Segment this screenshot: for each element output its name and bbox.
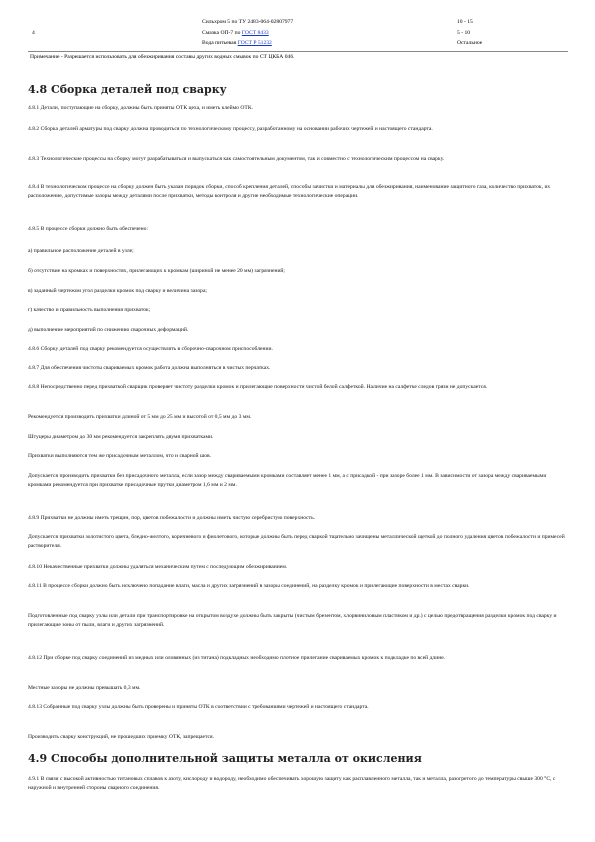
table-cell: Остальное [457, 40, 483, 46]
table-row [28, 20, 588, 31]
paragraph: Штуцеры диаметром до 30 мм рекомендуется закреплять двумя прихватками. [28, 434, 214, 440]
standard-link[interactable]: ГОСТ Р 51232 [237, 40, 272, 46]
paragraph: 4.8.6 Сборку деталей под сварку рекомендуется осуществлять в сборочно-сварочном приспособлении. [28, 346, 273, 352]
paragraph: 4.8.12 При сборке под сварку соединений из медных или оловянных (из титана) подкладных необходимо плотное прилегание свариваемых кромок к подкладке по всей длине. [28, 655, 446, 661]
paragraph: 4.8.9 Прихватки не должны иметь трещин, пор, цветов побежалости и должны иметь чистую серебристую поверхность. [28, 515, 316, 521]
paragraph: Подготовленные под сварку узлы или детали при транспортировке на открытом воздухе должны быть закрыты (чистым брезентом, хлорвиниловым пластиком и др.) с целью предотвращения разделки кромок под сварку и прилегающие зоны от пыли, влаги и других загрязнений. [28, 613, 557, 628]
composition-table [28, 20, 588, 52]
table-cell [202, 41, 457, 52]
table-bottom-rule [28, 51, 568, 52]
paragraph: Прихватки выполняются тем же присадочным металлом, что и сварной шов. [28, 453, 212, 459]
table-note: Примечание - Разрешается использовать для обезжиривания составы других водных смывок по СТ ЦКБА 046. [30, 54, 295, 60]
paragraph: 4.8.11 В процессе сборки должно быть исключено попадание влаги, масла и других загрязнений в зазоры соединений, на разделку кромок и прилегающие поверхности в местах сварки. [28, 583, 470, 589]
paragraph: 4.8.3 Технологические процессы на сборку могут разрабатываться и выпускаться как самостоятельным документом, так и совместно с технологическим процессом на сварку. [28, 156, 445, 162]
component-name: Сильхром 5 по ТУ 2483-064-02807977 [202, 19, 294, 25]
list-item: д) выполнение мероприятий по снижению сварочных деформаций. [28, 327, 189, 333]
section-heading: 4.8 Сборка деталей под сварку [28, 83, 227, 96]
standard-link[interactable]: ГОСТ 8433 [241, 29, 269, 36]
paragraph: 4.8.13 Собранные под сварку узлы должны быть проверены и приняты ОТК в соответствии с требованиями чертежей и настоящего стандарта. [28, 704, 369, 710]
component-name: Смазка ОП-7 по [202, 29, 242, 36]
paragraph: Допускается производить прихватки без присадочного металла, если зазор между свариваемыми кромками составляет менее 1 мм, а с присадкой - при зазоре более 1 мм. В зависимости от зазора между свариваемыми кромками рекомендуется при прихватке присадочные прутки диаметром 1,6 мм и 2 мм. [28, 473, 547, 488]
section-heading: 4.9 Способы дополнительной защиты металла от окисления [28, 752, 422, 765]
paragraph: Производить сварку конструкций, не прошедших приемку ОТК, запрещается. [28, 734, 214, 740]
table-row [28, 41, 588, 52]
paragraph: 4.8.7 Для обеспечения чистоты свариваемых кромок работа должна выполняться в чистых перчатках. [28, 365, 271, 371]
paragraph: Допускается прихватки золотистого цвета, бледно-желтого, коричневого и фиолетового, которые должны быть перед сваркой тщательно зачищены металлической щеткой до полного удаления цветов побежалости и примесей растворителя. [28, 534, 565, 549]
paragraph: 4.8.1 Детали, поступающие на сборку, должны быть приняты ОТК цеха, и иметь клеймо ОТК. [28, 105, 253, 111]
paragraph: 4.8.4 В технологическом процессе на сборку должен быть указан порядок сборки, способ крепления деталей, способы зачистки и материалы для обезжиривания, наименование защитного газа, количество прихваток, их расположение, допустимые зазоры между деталями после прихватки, методы контроля и другие необходимые технологические операции. [28, 184, 551, 199]
table-cell [28, 41, 202, 52]
list-item: б) отсутствие на кромках и поверхностях, прилегающих к кромкам (шириной не менее 20 мм) загрязнений; [28, 268, 285, 274]
component-name: Вода питьевая [202, 40, 238, 46]
table-cell: 10 - 15 [457, 19, 473, 25]
paragraph: Местные зазоры не должны превышать 0,3 мм. [28, 685, 141, 691]
table-cell: 5 - 10 [457, 29, 471, 36]
list-item: а) правильное расположение деталей в узле; [28, 248, 134, 254]
paragraph: 4.8.8 Непосредственно перед прихваткой сварщик проверяет чистоту разделки кромок и прилегающие поверхности чистой белой салфеткой. Наличие на салфетке следов грязи не допускается. [28, 384, 488, 390]
list-item: г) качество и правильность выполнения прихваток; [28, 307, 151, 313]
table-cell: 4 [32, 29, 35, 36]
paragraph: 4.8.5 В процессе сборки должно быть обеспечено: [28, 226, 148, 232]
table-cell [28, 20, 202, 31]
paragraph: Рекомендуется производить прихватки длиной от 5 мм до 25 мм и высотой от 0,5 мм до 3 мм. [28, 414, 252, 420]
table-row [28, 31, 588, 42]
paragraph: 4.9.1 В связи с высокой активностью титановых сплавов к азоту, кислороду и водороду, необходимо обеспечивать хорошую защиту как расплавленного металла, так и металла, разогретого до температуры свыше 300 °С, с наружной и внутренней стороны сварного соединения. [28, 776, 556, 791]
list-item: в) заданный чертежом угол разделки кромок под сварку и величина зазора; [28, 288, 207, 294]
paragraph: 4.8.10 Некачественные прихватки должны удаляться механическим путем с последующим обезжириванием. [28, 564, 288, 570]
paragraph: 4.8.2 Сборка деталей арматуры под сварку должна проводиться по технологическому процессу, разработанному на основании рабочих чертежей и настоящего стандарта. [28, 126, 433, 132]
